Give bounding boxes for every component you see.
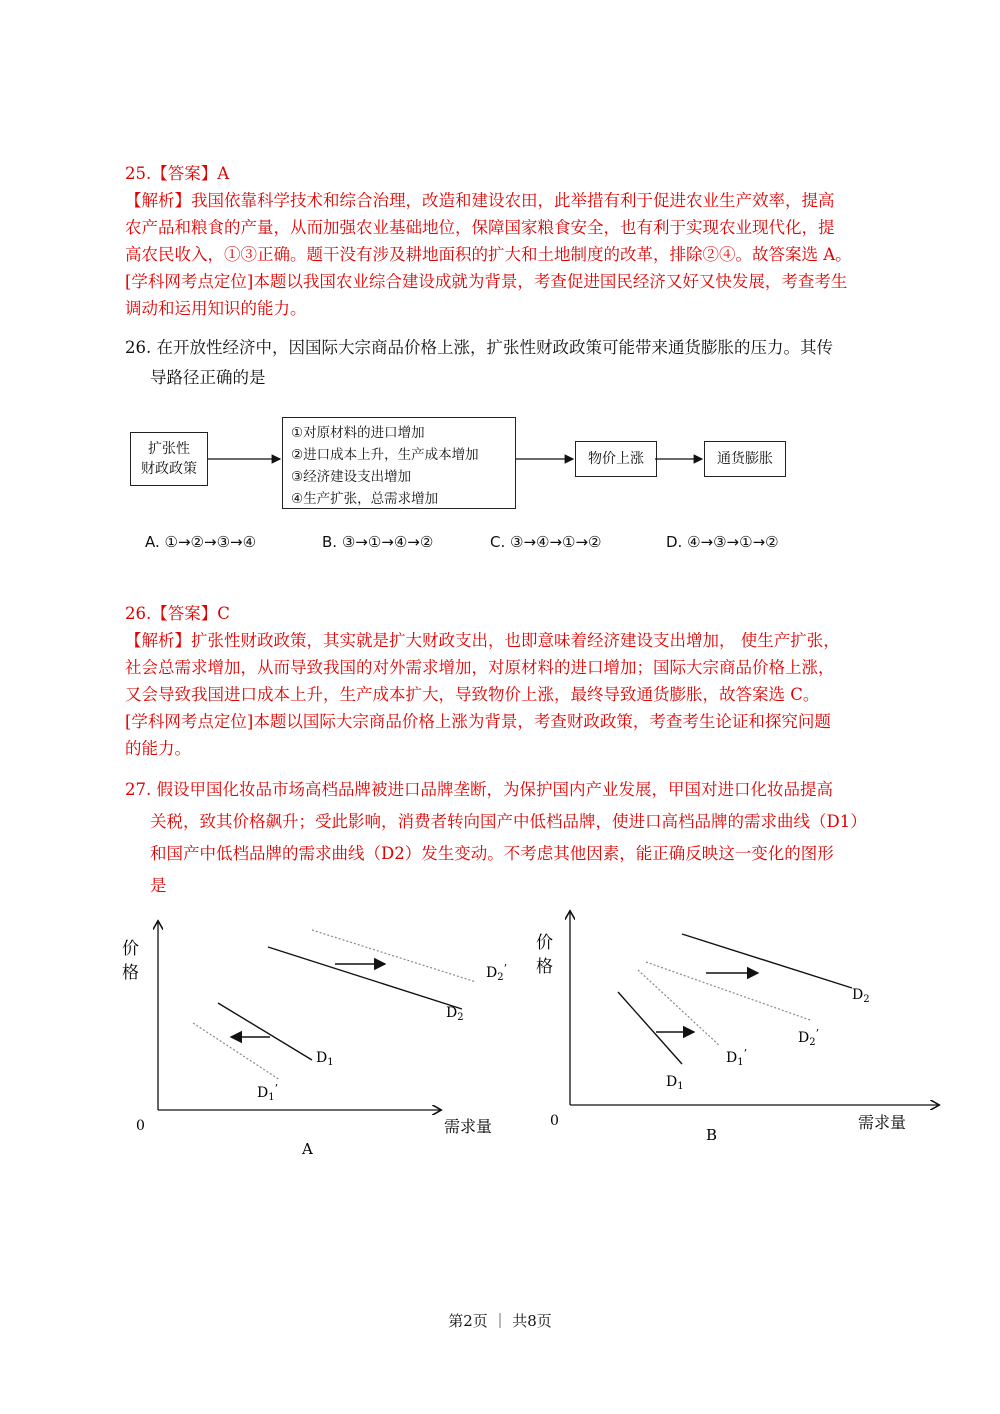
graph-caption: B (706, 1126, 718, 1144)
q26-analysis-line: 的能力。 (125, 739, 191, 758)
graph-caption: A (302, 1140, 313, 1158)
q26-answer-label: 26.【答案】C (125, 604, 230, 623)
option-c: C. ③→④→①→② (490, 533, 602, 551)
curve-d2 (682, 934, 852, 988)
q25-analysis-line: 调动和运用知识的能力。 (125, 299, 307, 318)
label-d1: $D_1$ (666, 1074, 684, 1092)
flow-box1-line: 财政政策 (141, 461, 197, 477)
q26-analysis-line: 社会总需求增加，从而导致我国的对外需求增加，对原材料的进口增加；国际大宗商品价格上涨， (125, 658, 835, 677)
curve-d1-prime (638, 970, 720, 1046)
flow-box4-label: 通货膨胀 (717, 451, 773, 467)
option-b: B. ③→①→④→② (322, 533, 434, 551)
q26-stem-line: 导路径正确的是 (150, 368, 266, 387)
q26-stem (125, 333, 885, 393)
curve-d2-prime (312, 930, 476, 982)
graph-a (0, 910, 508, 1170)
option-d: D. ④→③→①→② (666, 533, 779, 551)
label-d1-prime: $D_1^’$ (726, 1047, 748, 1068)
q25-answer-label: 25.【答案】A (125, 164, 230, 183)
flow-box3-label: 物价上涨 (588, 451, 644, 467)
q27-stem-line: 和国产中低档品牌的需求曲线（D2）发生变动。不考虑其他因素，能正确反映这一变化的图形 (150, 844, 834, 863)
y-axis-label: 价 (536, 933, 553, 953)
q27-stem (125, 774, 885, 902)
curve-d1 (618, 992, 682, 1064)
curve-d2 (268, 947, 462, 1009)
flow-box1-line: 扩张性 (148, 441, 190, 457)
origin-label: 0 (136, 1118, 145, 1134)
label-d1-prime: $D_1^’$ (257, 1082, 279, 1103)
graph-b (500, 900, 1000, 1160)
q26-stem-line: 26. 在开放性经济中，因国际大宗商品价格上涨，扩张性财政政策可能带来通货膨胀的压力。其传 (125, 338, 833, 357)
origin-label: 0 (550, 1113, 559, 1129)
flow-step: ①对原材料的进口增加 (291, 425, 425, 441)
label-d1: $D_1$ (316, 1050, 334, 1068)
q25-analysis-line: [学科网考点定位]本题以我国农业综合建设成就为背景，考查促进国民经济又好又快发展，考查考生 (125, 272, 848, 291)
curve-d1 (218, 1003, 312, 1060)
q27-stem-line: 是 (150, 876, 167, 895)
curve-d2-prime (646, 962, 810, 1020)
y-axis-label: 价 (122, 939, 139, 959)
y-axis-label: 格 (122, 963, 139, 983)
flow-step: ③经济建设支出增加 (291, 469, 412, 485)
label-d2-prime: $D_2^’$ (486, 962, 508, 983)
label-d2: $D_2$ (852, 987, 870, 1005)
curve-d1-prime (193, 1023, 280, 1080)
x-axis-label: 需求量 (444, 1117, 493, 1136)
flow-step: ②进口成本上升，生产成本增加 (291, 447, 479, 463)
page-footer: 第2页 ｜ 共8页 (448, 1312, 552, 1330)
q27-stem-line: 27. 假设甲国化妆品市场高档品牌被进口品牌垄断，为保护国内产业发展，甲国对进口化妆品提高 (125, 780, 833, 799)
flow-arrows (0, 430, 1000, 490)
q25-analysis-line: 【解析】我国依靠科学技术和综合治理，改造和建设农田，此举措有利于促进农业生产效率，提高 (125, 191, 835, 210)
q25-analysis-line: 高农民收入，①③正确。题干没有涉及耕地面积的扩大和土地制度的改革，排除②④。故答案选 A。 (125, 245, 852, 264)
flow-step: ④生产扩张，总需求增加 (291, 491, 439, 507)
q26-answer-block (125, 600, 885, 762)
q27-stem-line: 关税，致其价格飙升；受此影响，消费者转向国产中低档品牌，使进口高档品牌的需求曲线（D1） (150, 812, 867, 831)
label-d2-prime: $D_2^’$ (798, 1027, 820, 1048)
q26-analysis-line: [学科网考点定位]本题以国际大宗商品价格上涨为背景，考查财政政策，考查考生论证和探究问题 (125, 712, 831, 731)
q25-answer-block (125, 160, 885, 322)
x-axis-label: 需求量 (858, 1113, 907, 1132)
q26-analysis-line: 【解析】扩张性财政政策，其实就是扩大财政支出，也即意味着经济建设支出增加， 使生产扩张， (125, 631, 840, 650)
label-d2: $D_2$ (446, 1005, 464, 1023)
q26-analysis-line: 又会导致我国进口成本上升，生产成本扩大，导致物价上涨，最终导致通货膨胀，故答案选 C。 (125, 685, 820, 704)
y-axis-label: 格 (536, 957, 553, 977)
option-a: A. ①→②→③→④ (145, 533, 257, 551)
q25-analysis-line: 农产品和粮食的产量，从而加强农业基础地位，保障国家粮食安全，也有利于实现农业现代化，提 (125, 218, 835, 237)
